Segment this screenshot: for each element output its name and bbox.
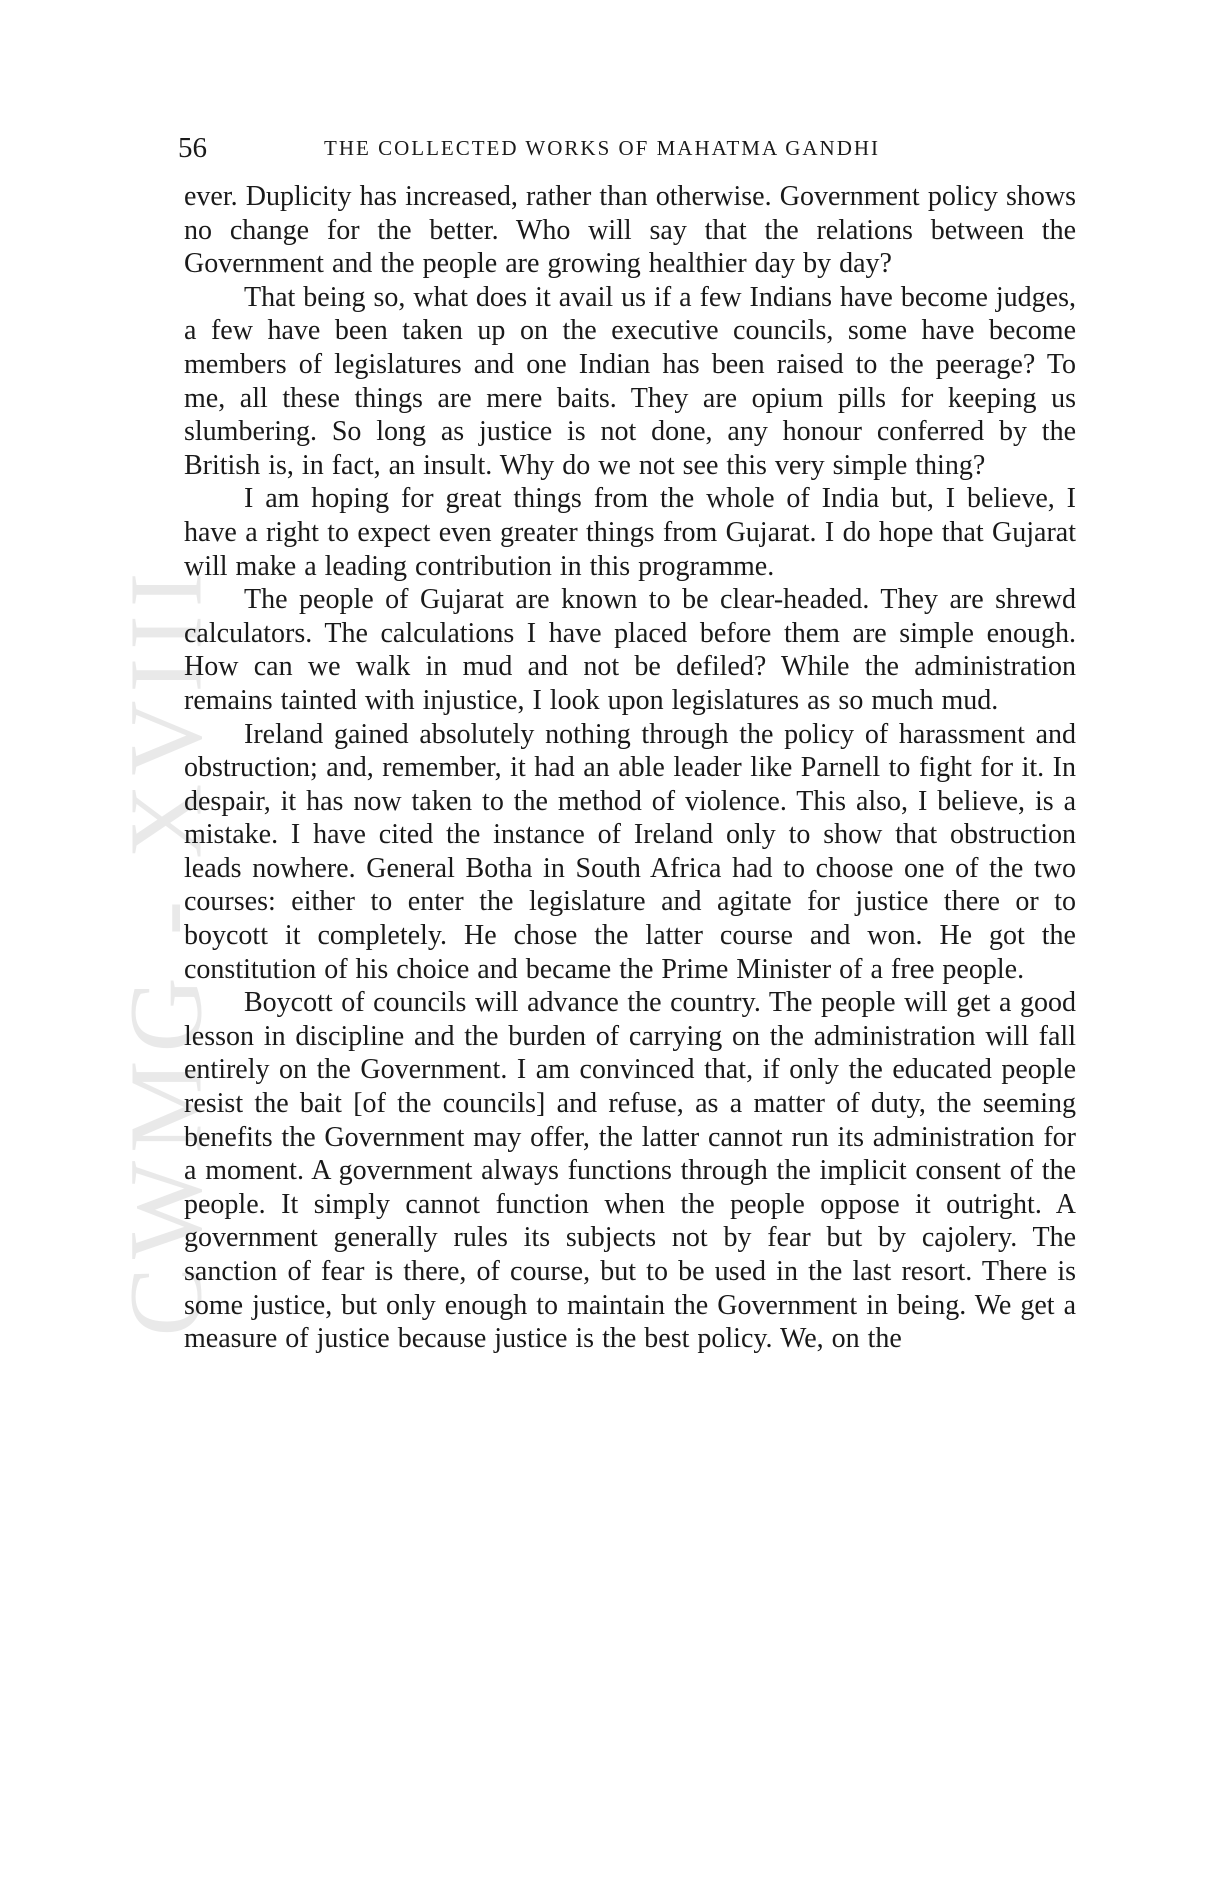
paragraph: I am hoping for great things from the whole of India but, I believe, I have a right to expect even greater things from Gujarat. I do hope that Gujarat will make a leading contribution in this programme.: [184, 483, 1076, 582]
paragraph: Ireland gained absolutely nothing through the policy of harassment and obstruction; and, remember, it had an able leader like Parnell to fight for it. In despair, it has now taken to the method of violence. This also, I believe, is a mistake. I have cited the instance of Ireland only to show that obstruction leads nowhere. General Botha in South Africa had to choose one of the two courses: either to enter the legislature and agitate for justice there or to boycott it completely. He chose the latter course and won. He got the constitution of his choice and became the Prime Minister of a free people.: [184, 718, 1076, 985]
body-text: [184, 180, 1076, 1356]
running-title: THE COLLECTED WORKS OF MAHATMA GANDHI: [324, 136, 881, 160]
paragraph: That being so, what does it avail us if a few Indians have become judges, a few have been taken up on the executive councils, some have become members of legislatures and one Indian has been raised to the peerage? To me, all these things are mere baits. They are opium pills for keeping us slumbering. So long as justice is not done, any honour conferred by the British is, in fact, an insult. Why do we not see this very simple thing?: [184, 281, 1076, 481]
page-number: 56: [178, 132, 207, 164]
paragraph: The people of Gujarat are known to be clear-headed. They are shrewd calculators. The calculations I have placed before them are simple enough. How can we walk in mud and not be defiled? While the administration remains tainted with injustice, I look upon legislatures as so much mud.: [184, 584, 1076, 716]
watermark-text: CWMG - XVIII: [108, 564, 224, 1336]
paragraph: ever. Duplicity has increased, rather than otherwise. Government policy shows no change for the better. Who will say that the relations between the Government and the people are growing healthier day by day?: [184, 181, 1076, 280]
paragraph: Boycott of councils will advance the country. The people will get a good lesson in discipline and the burden of carrying on the administration will fall entirely on the Government. I am convinced that, if only the educated people resist the bait [of the councils] and refuse, as a matter of duty, the seeming benefits the Government may offer, the latter cannot run its administration for a moment. A government always functions through the implicit consent of the people. It simply cannot function when the people oppose it outright. A government generally rules its subjects not by fear but by cajolery. The sanction of fear is there, of course, but to be used in the last resort. There is some justice, but only enough to maintain the Government in being. We get a measure of justice because justice is the best policy. We, on the: [184, 987, 1076, 1355]
page-header: [178, 128, 1078, 168]
